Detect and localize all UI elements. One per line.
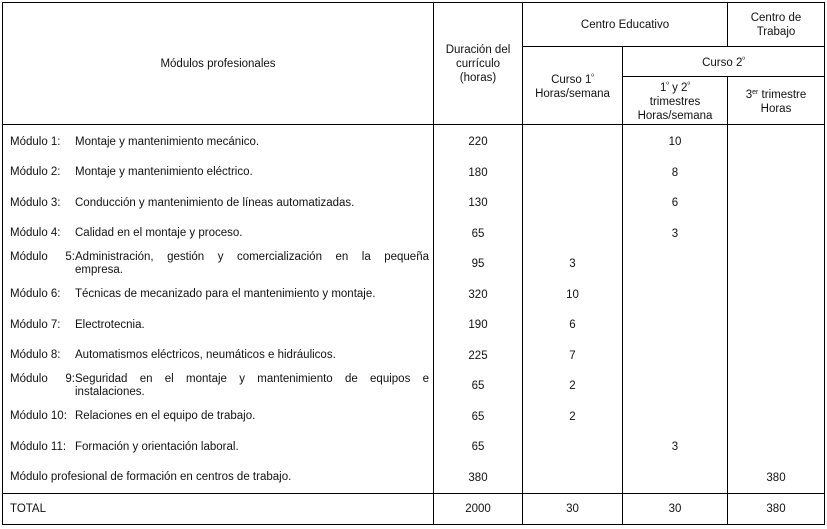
module-label: Módulo 10: [10, 410, 67, 423]
curso1-cell: 6 [523, 310, 623, 341]
duracion-cell: 65 [434, 432, 523, 463]
module-label: Módulo 11: [10, 440, 67, 453]
trimestres-cell [623, 371, 728, 402]
module-title: Montaje y mantenimiento mecánico. [75, 135, 260, 148]
module-title: Técnicas de mecanizado para el mantenimiento y montaje. [75, 288, 376, 301]
trimestres-cell: 8 [623, 158, 728, 189]
trimestre3-cell [728, 280, 825, 311]
module-name [10, 410, 429, 423]
trimestres-cell [623, 341, 728, 372]
module-cell [3, 402, 434, 433]
header-curso2: Curso $2^º$ [623, 47, 825, 77]
module-cell [3, 158, 434, 189]
curso1-cell [523, 219, 623, 250]
header-curso1: Curso $1^º$ Horas/semana [523, 47, 623, 125]
module-cell [3, 249, 434, 280]
curso1-cell [523, 432, 623, 463]
trimestres-cell [623, 249, 728, 280]
header-trimestres-1-2: $1^º$ y $2^º$ trimestres Horas/semana [623, 77, 728, 125]
table-row [3, 371, 825, 402]
module-cell [3, 125, 434, 158]
module-name [10, 197, 429, 210]
total-curso1: 30 [523, 494, 623, 525]
curriculum-table [2, 2, 825, 525]
module-name [10, 288, 429, 301]
header-modulos: Módulos profesionales [3, 3, 434, 125]
total-trimestre-3: 380 [728, 494, 825, 525]
header-centro-trabajo: Centro de Trabajo [728, 3, 825, 47]
curso1-cell: 2 [523, 371, 623, 402]
duracion-cell: 95 [434, 249, 523, 280]
module-title: Conducción y mantenimiento de líneas automatizadas. [75, 196, 355, 209]
module-title: Administración, gestión y comercialización en la pequeña [75, 251, 429, 264]
duracion-cell: 65 [434, 219, 523, 250]
curso1-cell [523, 188, 623, 219]
trimestres-cell: 6 [623, 188, 728, 219]
curso1-cell: 7 [523, 341, 623, 372]
module-label: Módulo 3: [10, 196, 61, 209]
curso1-cell [523, 463, 623, 494]
header-centro-educativo: Centro Educativo [523, 3, 728, 47]
module-label: Módulo 1: [10, 135, 61, 148]
module-cell [3, 463, 434, 494]
module-name-cont: empresa. [75, 264, 123, 277]
trimestres-cell [623, 280, 728, 311]
table-row [3, 249, 825, 280]
duracion-cell: 65 [434, 402, 523, 433]
module-cell [3, 219, 434, 250]
trimestres-cell: 3 [623, 432, 728, 463]
module-title: Calidad en el montaje y proceso. [75, 227, 243, 240]
module-label: Módulo 6: [10, 288, 61, 301]
curso1-cell [523, 125, 623, 158]
module-title: Formación y orientación laboral. [75, 440, 239, 453]
total-horas: 2000 [434, 494, 523, 525]
module-label: Módulo 5: [10, 251, 75, 264]
module-label: Módulo 7: [10, 318, 61, 331]
table-row [3, 463, 825, 494]
module-title: Seguridad en el montaje y mantenimiento de equipos e [75, 373, 429, 386]
table-row [3, 402, 825, 433]
module-name [10, 251, 429, 264]
module-label: Módulo 4: [10, 227, 61, 240]
module-title: Relaciones en el equipo de trabajo. [75, 410, 256, 423]
trimestre3-cell: 380 [728, 463, 825, 494]
module-name [10, 136, 429, 149]
curso1-cell: 2 [523, 402, 623, 433]
module-name [10, 319, 429, 332]
duracion-cell: 190 [434, 310, 523, 341]
trimestre3-cell [728, 125, 825, 158]
module-title: Automatismos eléctricos, neumáticos e hidráulicos. [75, 349, 336, 362]
duracion-cell: 220 [434, 125, 523, 158]
table-body [3, 125, 825, 494]
module-name [10, 349, 429, 362]
module-label: Módulo 2: [10, 166, 61, 179]
trimestres-cell [623, 310, 728, 341]
total-trimestres-1-2: 30 [623, 494, 728, 525]
curso1-cell: 3 [523, 249, 623, 280]
trimestre3-cell [728, 371, 825, 402]
module-title: Módulo profesional de formación en centros de trabajo. [10, 471, 292, 484]
header-duracion: Duración del currículo (horas) [434, 3, 523, 125]
trimestres-cell: 3 [623, 219, 728, 250]
module-name [10, 441, 429, 454]
duracion-cell: 180 [434, 158, 523, 189]
module-name [10, 227, 429, 240]
module-cell [3, 432, 434, 463]
module-name [10, 373, 429, 386]
table-row [3, 280, 825, 311]
trimestre3-cell [728, 249, 825, 280]
trimestre3-cell [728, 188, 825, 219]
table-row [3, 188, 825, 219]
table-row [3, 158, 825, 189]
module-cell [3, 341, 434, 372]
duracion-cell: 380 [434, 463, 523, 494]
module-cell [3, 280, 434, 311]
total-row [3, 494, 825, 525]
module-cell [3, 188, 434, 219]
duracion-cell: 320 [434, 280, 523, 311]
table-row [3, 310, 825, 341]
curso1-cell [523, 158, 623, 189]
trimestre3-cell [728, 341, 825, 372]
trimestres-cell: 10 [623, 125, 728, 158]
total-label: TOTAL [3, 494, 434, 525]
trimestres-cell [623, 463, 728, 494]
table-row [3, 125, 825, 158]
trimestre3-cell [728, 402, 825, 433]
trimestre3-cell [728, 219, 825, 250]
trimestres-cell [623, 402, 728, 433]
module-title: Electrotecnia. [75, 318, 145, 331]
module-name [10, 166, 429, 179]
header-trimestre-3: 3er trimestre Horas [728, 77, 825, 125]
trimestre3-cell [728, 310, 825, 341]
table-row [3, 341, 825, 372]
table-row [3, 219, 825, 250]
table-row [3, 432, 825, 463]
duracion-cell: 130 [434, 188, 523, 219]
module-label: Módulo 9: [10, 373, 75, 386]
module-name-cont: instalaciones. [75, 386, 145, 399]
module-title: Montaje y mantenimiento eléctrico. [75, 166, 253, 179]
module-cell [3, 371, 434, 402]
trimestre3-cell [728, 158, 825, 189]
module-cell [3, 310, 434, 341]
module-label: Módulo 8: [10, 349, 61, 362]
curso1-cell: 10 [523, 280, 623, 311]
trimestre3-cell [728, 432, 825, 463]
module-name [10, 471, 429, 484]
duracion-cell: 65 [434, 371, 523, 402]
duracion-cell: 225 [434, 341, 523, 372]
